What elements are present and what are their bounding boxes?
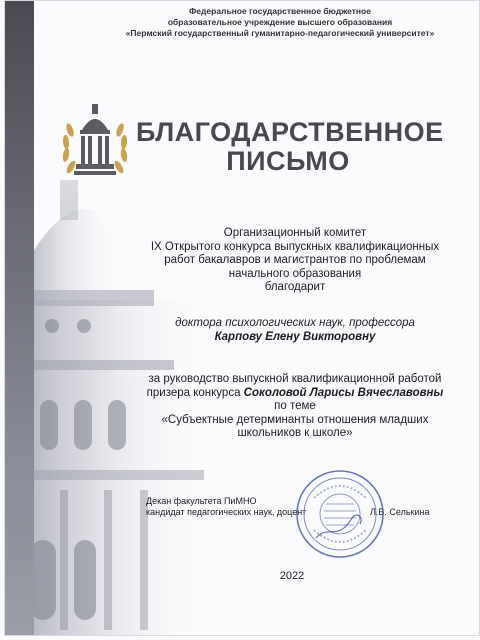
university-header: [110, 6, 450, 39]
title-line-2: ПИСЬМО: [226, 146, 350, 176]
reason-block: [130, 373, 460, 441]
reason-line-3: по теме: [274, 400, 316, 412]
title-line-1: БЛАГОДАРСТВЕННОЕ: [136, 117, 444, 147]
winner-name: Соколовой Ларисы Вячеславовны: [243, 386, 444, 399]
recipient-name: Карпову Елену Викторовну: [214, 330, 376, 343]
intro-line-1: Организационный комитет: [223, 227, 367, 239]
header-line-2: образовательное учреждение высшего образования: [167, 17, 393, 27]
signatory-name: Л.В. Селькина: [370, 507, 430, 517]
signature-line-2: кандидат педагогических наук, доцент: [146, 507, 307, 517]
intro-line-5: благодарит: [264, 281, 326, 293]
intro-block: [130, 227, 460, 295]
reason-line-5: школьников к школе»: [237, 427, 353, 439]
document-year: 2022: [279, 570, 305, 582]
recipient-block: [130, 317, 460, 344]
header-line-1: Федеральное государственное бюджетное: [189, 6, 371, 16]
reason-line-1: за руководство выпускной квалификационной работой: [148, 373, 442, 385]
recipient-role: доктора психологических наук, профессора: [175, 317, 415, 329]
reason-line-4: «Субъектные детерминанты отношения младших: [161, 413, 429, 426]
signature-line-1: Декан факультета ПиМНО: [146, 496, 257, 506]
official-stamp: [294, 468, 386, 560]
intro-line-3: работ бакалавров и магистрантов по проблемам: [164, 254, 426, 266]
document-title: [136, 117, 444, 176]
intro-line-2: IX Открытого конкурса выпускных квалификационных: [150, 240, 440, 253]
reason-line-2: [130, 387, 460, 401]
reason-line-2-prefix: призера конкурса: [146, 386, 244, 399]
university-logo: [58, 100, 132, 188]
header-line-3: «Пермский государственный гуманитарно-педагогический университет»: [125, 28, 435, 38]
intro-line-4: начального образования: [228, 267, 362, 280]
